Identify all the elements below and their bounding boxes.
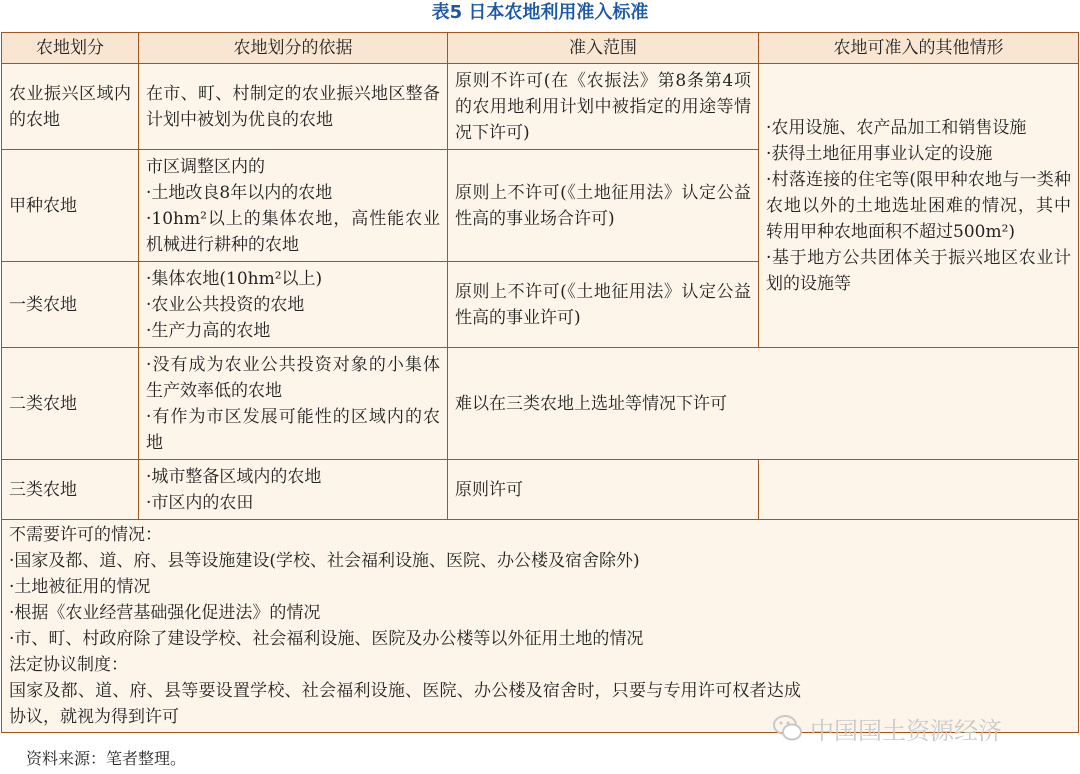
table-row: [2, 348, 1079, 460]
table-row: [2, 460, 1079, 520]
header-category: 农地划分: [2, 33, 139, 64]
basis-line: ·土地改良8年以内的农地: [146, 182, 333, 203]
row-basis: [139, 460, 448, 520]
table-row: [2, 64, 1079, 150]
other-case-line: ·村落连接的住宅等(限甲种农地与一类种农地以外的土地选址困难的情况，其中转用甲种农地面积不超过500m²): [766, 169, 1071, 242]
row-scope: 难以在三类农地上选址等情况下许可: [448, 348, 1079, 460]
basis-line: ·农业公共投资的农地: [146, 294, 305, 315]
notes-cell: [2, 520, 1079, 733]
other-case-line: ·获得土地征用事业认定的设施: [766, 143, 993, 164]
wechat-icon: [772, 712, 804, 744]
basis-line: ·城市整备区域内的农地: [146, 466, 322, 487]
source-note: 资料来源：笔者整理。: [26, 749, 187, 768]
row-category: 农业振兴区域内的农地: [2, 64, 139, 150]
other-case-line: ·农用设施、农产品加工和销售设施: [766, 117, 1027, 138]
basis-line: ·集体农地(10hm²以上): [146, 268, 323, 289]
notes-line: ·根据《农业经营基础强化促进法》的情况: [9, 603, 321, 623]
row-basis: [139, 262, 448, 348]
row-scope: 原则上不许可(《土地征用法》认定公益性高的事业许可): [448, 262, 759, 348]
row-scope: 原则许可: [448, 460, 759, 520]
watermark-text: 中国国土资源经济: [810, 716, 1002, 745]
notes-line: ·土地被征用的情况: [9, 577, 151, 597]
notes-line: 不需要许可的情况：: [9, 525, 162, 545]
empty-cell: [759, 460, 1079, 520]
basis-line: 市区调整区内的: [146, 156, 265, 177]
row-basis: [139, 64, 448, 150]
notes-row: [2, 520, 1079, 733]
land-access-table: [1, 32, 1079, 733]
notes-line: 国家及都、道、府、县等要设置学校、社会福利设施、医院、办公楼及宿舍时，只要与专用许可权者达成协议，就视为得到许可: [9, 681, 801, 727]
other-cases-cell: [759, 64, 1079, 348]
basis-line: ·生产力高的农地: [146, 320, 271, 341]
row-scope: 原则不许可(在《农振法》第8条第4项的农用地利用计划中被指定的用途等情况下许可): [448, 64, 759, 150]
row-scope: 原则上不许可(《土地征用法》认定公益性高的事业场合许可): [448, 150, 759, 262]
other-case-line: ·基于地方公共团体关于振兴地区农业计划的设施等: [766, 247, 1071, 294]
basis-line: ·没有成为农业公共投资对象的小集体生产效率低的农地: [146, 354, 440, 401]
row-category: 甲种农地: [2, 150, 139, 262]
row-category: 二类农地: [2, 348, 139, 460]
header-scope: 准入范围: [448, 33, 759, 64]
table-title: 表5 日本农地利用准入标准: [431, 2, 649, 23]
row-basis: [139, 150, 448, 262]
notes-line: 法定协议制度：: [9, 655, 128, 675]
basis-line: ·市区内的农田: [146, 492, 254, 513]
watermark: [772, 710, 1002, 746]
basis-line: ·10hm²以上的集体农地，高性能农业机械进行耕种的农地: [146, 208, 440, 255]
basis-line: 在市、町、村制定的农业振兴地区整备计划中被划为优良的农地: [146, 83, 440, 130]
header-other-cases: 农地可准入的其他情形: [759, 33, 1079, 64]
row-category: 三类农地: [2, 460, 139, 520]
header-row: [2, 33, 1079, 64]
notes-line: ·市、町、村政府除了建设学校、社会福利设施、医院及办公楼等以外征用土地的情况: [9, 629, 644, 649]
basis-line: ·有作为市区发展可能性的区域内的农地: [146, 406, 440, 453]
header-basis: 农地划分的依据: [139, 33, 448, 64]
row-category: 一类农地: [2, 262, 139, 348]
row-basis: [139, 348, 448, 460]
notes-line: ·国家及都、道、府、县等设施建设(学校、社会福利设施、医院、办公楼及宿舍除外): [9, 551, 640, 571]
